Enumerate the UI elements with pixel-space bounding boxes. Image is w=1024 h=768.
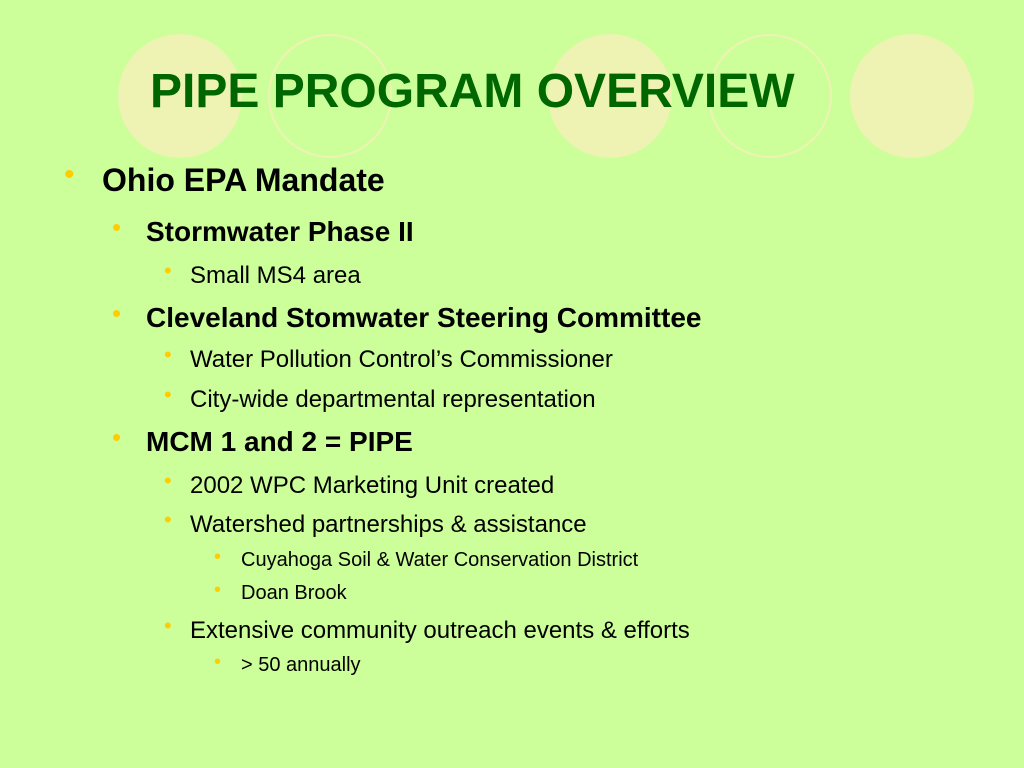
bullet-item-level-4: Doan Brook xyxy=(241,582,347,604)
bullet-item-level-3: Extensive community outreach events & efforts xyxy=(190,617,690,644)
bullet-dot-icon: • xyxy=(164,613,172,638)
bullet-dot-icon: • xyxy=(112,298,122,328)
bullet-dot-icon: • xyxy=(112,422,122,452)
bullet-dot-icon: • xyxy=(64,158,75,191)
decorative-circle xyxy=(850,34,974,158)
bullet-dot-icon: • xyxy=(214,546,222,568)
bullet-item-level-3: City-wide departmental representation xyxy=(190,386,596,413)
bullet-dot-icon: • xyxy=(164,507,172,532)
bullet-dot-icon: • xyxy=(164,258,172,283)
bullet-item-level-2: Cleveland Stomwater Steering Committee xyxy=(146,302,702,333)
bullet-item-level-2: MCM 1 and 2 = PIPE xyxy=(146,426,413,457)
slide-title: PIPE PROGRAM OVERVIEW xyxy=(150,65,795,118)
bullet-item-level-4: Cuyahoga Soil & Water Conservation District xyxy=(241,549,639,571)
bullet-dot-icon: • xyxy=(164,468,172,493)
bullet-item-level-2: Stormwater Phase II xyxy=(146,216,414,247)
bullet-item-level-3: Water Pollution Control’s Commissioner xyxy=(190,346,613,373)
bullet-item-level-4: > 50 annually xyxy=(241,654,361,676)
bullet-dot-icon: • xyxy=(164,342,172,367)
bullet-dot-icon: • xyxy=(112,212,122,242)
bullet-item-level-3: 2002 WPC Marketing Unit created xyxy=(190,472,555,499)
bullet-item-level-1: Ohio EPA Mandate xyxy=(102,162,385,198)
bullet-item-level-3: Small MS4 area xyxy=(190,262,361,289)
bullet-dot-icon: • xyxy=(214,579,222,601)
bullet-dot-icon: • xyxy=(164,382,172,407)
bullet-dot-icon: • xyxy=(214,651,222,673)
bullet-item-level-3: Watershed partnerships & assistance xyxy=(190,511,587,538)
